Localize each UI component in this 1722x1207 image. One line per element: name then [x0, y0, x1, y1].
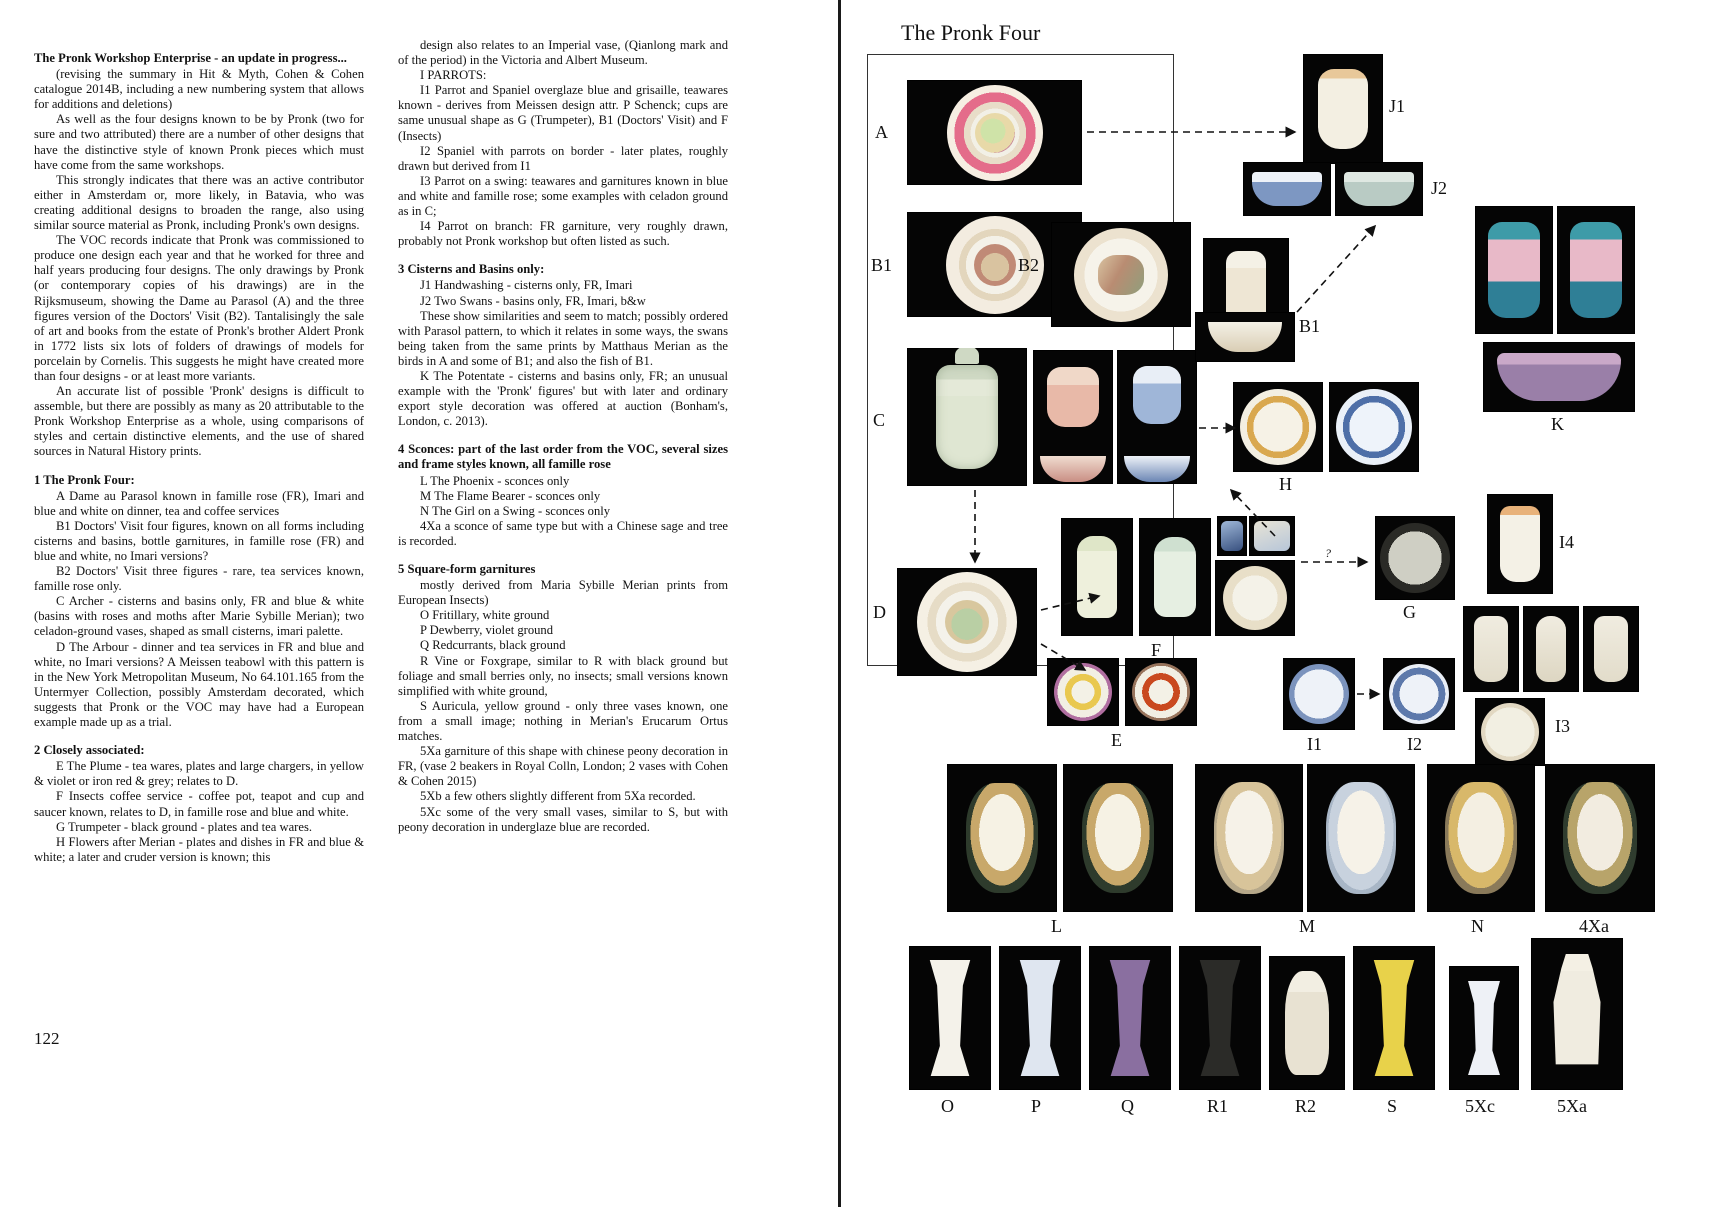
paragraph: S Auricula, yellow ground - only three vases known, one from a small image; nothing in Merian's Erucarum Ortus matches. [398, 698, 728, 744]
label-I1: I1 [1307, 734, 1322, 754]
text-column-2 [398, 38, 728, 865]
paragraph: J2 Two Swans - basins only, FR, Imari, b&w [420, 293, 646, 308]
paragraph: (revising the summary in Hit & Myth, Cohen & Cohen catalogue 2014B, including a new numbering system that allows for additions and deletions) [34, 67, 364, 112]
section-heading: 1 The Pronk Four: [34, 472, 135, 487]
text-columns [34, 38, 804, 865]
text-column-1 [34, 38, 364, 865]
label-E: E [1111, 730, 1122, 750]
label-B1-left: B1 [871, 255, 893, 275]
paragraph: I2 Spaniel with parrots on border - later plates, roughly drawn but derived from I1 [398, 143, 728, 173]
label-5Xc: 5Xc [1465, 1096, 1495, 1116]
arrow-layer [855, 50, 1715, 1200]
paragraph: 5Xc some of the very small vases, similar to S, but with peony decoration in underglaze blue are recorded. [398, 804, 728, 834]
paragraph: H Flowers after Merian - plates and dishes in FR and blue & white; a later and cruder version is known; this [34, 834, 364, 864]
paragraph: G Trumpeter - black ground - plates and tea wares. [56, 819, 313, 834]
paragraph: J1 Handwashing - cisterns only, FR, Imari [420, 278, 633, 293]
left-page [0, 0, 838, 1207]
label-O: O [941, 1096, 954, 1116]
paragraph: I3 Parrot on a swing: teawares and garnitures known in blue and white and famille rose; some examples with celadon ground as in C; [398, 173, 728, 219]
label-M: M [1299, 916, 1316, 936]
plate-title: The Pronk Four [901, 20, 1041, 45]
label-N: N [1471, 916, 1484, 936]
paragraph: N The Girl on a Swing - sconces only [420, 503, 611, 518]
paragraph: C Archer - cisterns and basins only, FR and blue & white (basins with roses and moths after Marie Sybille Merian); two celadon-ground vases, shaped as small cisterns, imari palette. [34, 594, 364, 639]
paragraph: mostly derived from Maria Sybille Merian prints from European Insects) [398, 578, 728, 608]
paragraph: An accurate list of possible 'Pronk' designs is difficult to assemble, but there are possibly as many as 20 attributable to the Pronk Workshop Enterprise as a whole, using comparisons of styles and certain distinctive elements, and the use of shared sources in Natural History prints. [34, 384, 364, 459]
paragraph: 5Xa garniture of this shape with chinese peony decoration in FR, (vase 2 beakers in Royal Colln, London; 2 vases with Cohen & Cohen 2015) [398, 744, 728, 789]
label-R2: R2 [1295, 1096, 1317, 1116]
paragraph: The VOC records indicate that Pronk was commissioned to produce one design each year and that he worked for three and half years producing four designs. The only drawings by Pronk (or contemporary copies of his drawings) are in the Rijksmuseum, showing the Dame au Parasol (A) and the three figures version of the Doctors' Visit (B2). Tantalisingly the sale of art and books from the estate of Pronk's brother Aldert Pronk in 1772 lists six lots of folders of drawings of models for porcelain by Cornelis. This suggests he might have created more than four designs - or at least more variants. [34, 233, 364, 383]
label-P: P [1031, 1096, 1042, 1116]
label-B2: B2 [1018, 255, 1040, 275]
label-Q: Q [1121, 1096, 1134, 1116]
uncertain-marker: ? [1325, 546, 1331, 560]
paragraph: Q Redcurrants, black ground [420, 638, 566, 653]
paragraph: This strongly indicates that there was an active contributor either in Amsterdam or, more likely, in Batavia, who was creating additional designs to broaden the range, also using similar source material as Pronk, including Pronk's own designs. [34, 172, 364, 233]
diagram-board [855, 50, 1715, 1200]
paragraph: E The Plume - tea wares, plates and large chargers, in yellow & violet or iron red & grey; relates to D. [34, 759, 364, 789]
label-I4: I4 [1559, 532, 1574, 552]
label-B1-right: B1 [1299, 316, 1321, 336]
paragraph: F Insects coffee service - coffee pot, teapot and cup and saucer known, relates to D, in famille rose and blue and white. [34, 789, 364, 819]
paragraph: A Dame au Parasol known in famille rose (FR), Imari and blue and white on dinner, tea and coffee services [34, 488, 364, 518]
label-I3: I3 [1555, 716, 1570, 736]
section-heading: 2 Closely associated: [34, 743, 145, 758]
paragraph: R Vine or Foxgrape, similar to R with black ground but foliage and small berries only, no insects; small versions known simplified with white ground, [398, 653, 728, 698]
label-A: A [875, 122, 888, 142]
label-5Xa: 5Xa [1557, 1096, 1587, 1116]
label-K: K [1551, 414, 1564, 434]
label-L: L [1051, 916, 1062, 936]
label-J2: J2 [1431, 178, 1448, 198]
label-S: S [1387, 1096, 1398, 1116]
label-R1: R1 [1207, 1096, 1229, 1116]
label-C: C [873, 410, 886, 430]
paragraph: B2 Doctors' Visit three figures - rare, tea services known, famille rose only. [34, 564, 364, 594]
paragraph: As well as the four designs known to be by Pronk (two for sure and two attributed) there are a number of other designs that have the distinctive style of known Pronk pieces which must have come from the same workshops. [34, 112, 364, 172]
label-G: G [1403, 602, 1416, 622]
paragraph: O Fritillary, white ground [420, 608, 550, 623]
paragraph: design also relates to an Imperial vase, (Qianlong mark and of the period) in the Victoria and Albert Museum. [398, 38, 728, 68]
right-page [841, 0, 1722, 1207]
label-J1: J1 [1389, 96, 1406, 116]
label-4Xa: 4Xa [1579, 916, 1609, 936]
paragraph: I PARROTS: [420, 68, 487, 83]
page-number: 122 [34, 1029, 60, 1048]
label-D: D [873, 602, 886, 622]
section-heading: The Pronk Workshop Enterprise - an update in progress... [34, 51, 347, 65]
section-heading: 4 Sconces: part of the last order from the VOC, several sizes and frame styles known, all famille rose [398, 442, 728, 472]
paragraph: B1 Doctors' Visit four figures, known on all forms including cisterns and basins, bottle garnitures, in famille rose (FR) and blue and white, no Imari versions? [34, 518, 364, 563]
label-I2: I2 [1407, 734, 1422, 754]
paragraph: I1 Parrot and Spaniel overglaze blue and grisaille, teawares known - derives from Meissen design attr. P Schenck; cups are same unusual shape as G (Trumpeter), B1 (Doctors' Visit) and F (Insects) [398, 83, 728, 143]
paragraph: I4 Parrot on branch: FR garniture, very roughly drawn, probably not Pronk workshop but often listed as such. [398, 219, 728, 249]
label-F: F [1151, 640, 1162, 660]
paragraph: M The Flame Bearer - sconces only [420, 488, 601, 503]
paragraph: 5Xb a few others slightly different from 5Xa recorded. [420, 789, 696, 804]
label-H: H [1279, 474, 1292, 494]
paragraph: 4Xa a sconce of same type but with a Chinese sage and tree is recorded. [398, 518, 728, 548]
paragraph: P Dewberry, violet ground [420, 623, 554, 638]
paragraph: K The Potentate - cisterns and basins only, FR; an unusual example with the 'Pronk' figures' but with later and ordinary export style decoration was offered at auction (Bonham's, London, c. 2013). [398, 368, 728, 429]
section-heading: 3 Cisterns and Basins only: [398, 262, 545, 277]
paragraph: These show similarities and seem to match; possibly ordered with Parasol pattern, to which it relates in some ways, the swans being taken from the same prints by Matthaus Merian as the birds in A and some of B1; and also the fish of B1. [398, 308, 728, 368]
paragraph: D The Arbour - dinner and tea services in FR and blue and white, no Imari versions? A Meissen teabowl with this pattern is in the New York Metropolitan Museum, No 64.101.165 from the Untermyer Collection, possibly Amsterdam decorated, which suggests that Pronk or the VOC may have had a European example made up as a trial. [34, 639, 364, 730]
section-heading: 5 Square-form garnitures [398, 562, 536, 576]
paragraph: L The Phoenix - sconces only [420, 473, 570, 488]
